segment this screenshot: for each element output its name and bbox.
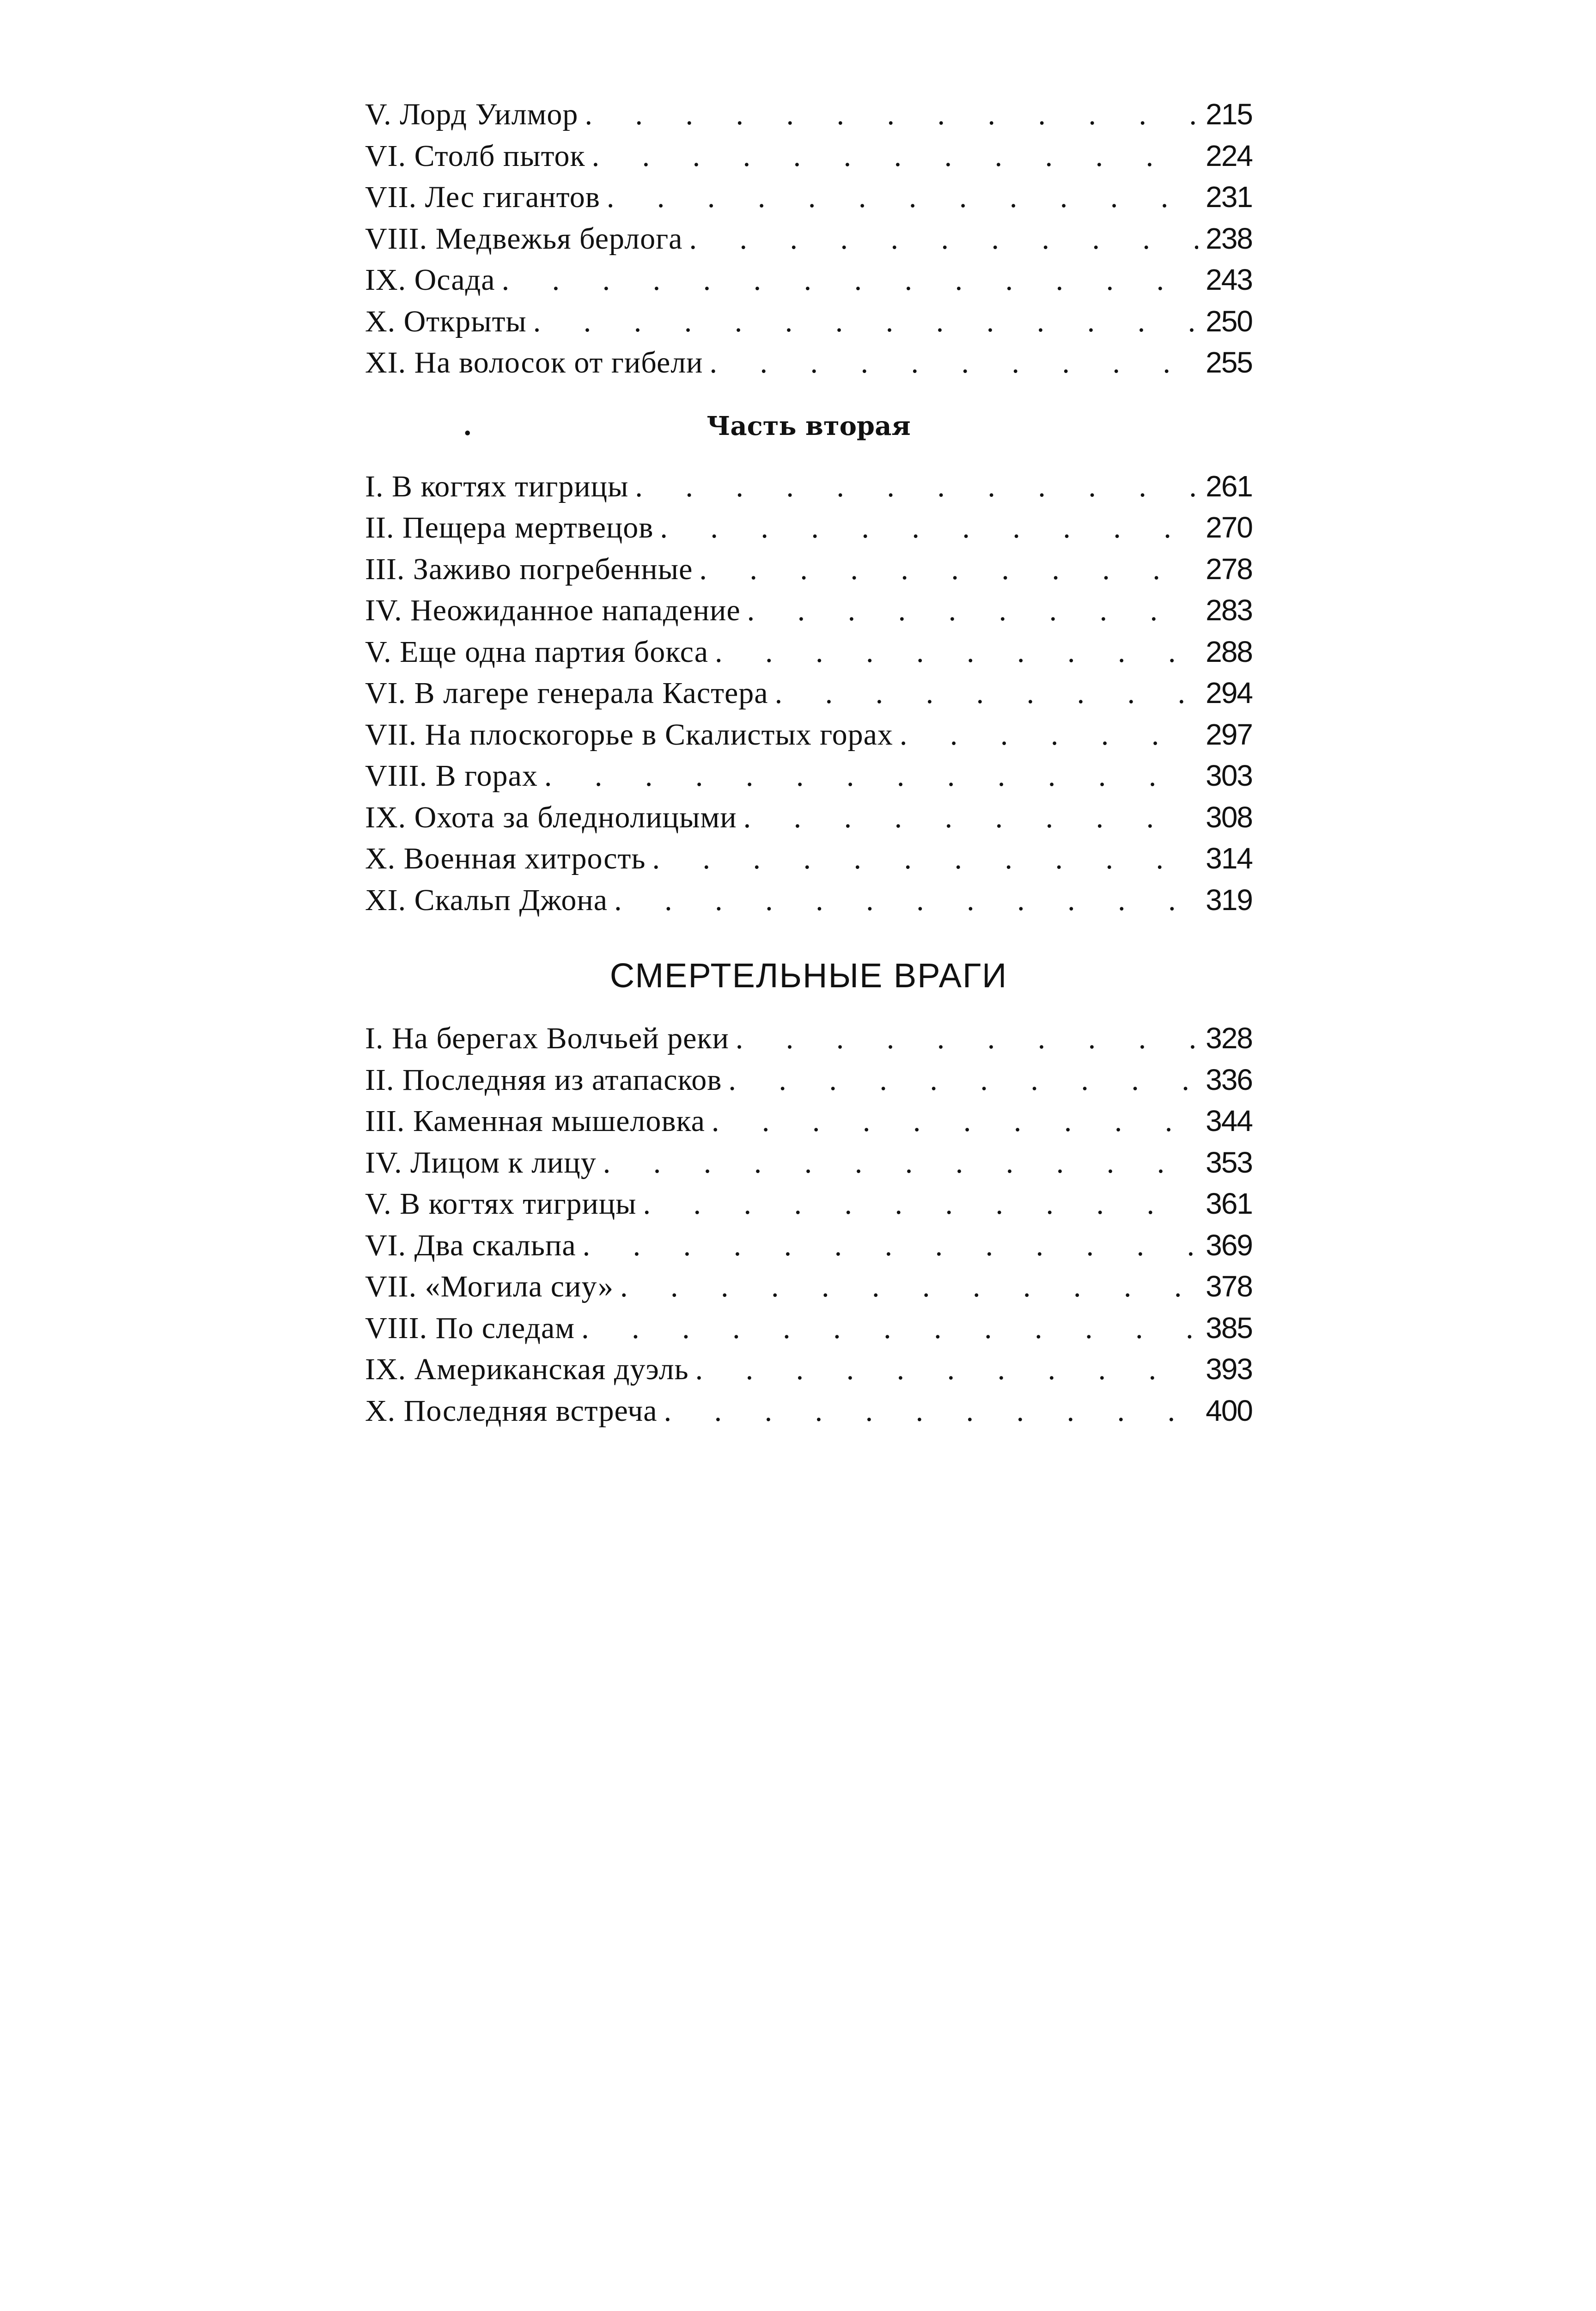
toc-entry: [365, 758, 1252, 800]
toc-entry-title: X. Последняя встреча: [365, 1394, 658, 1428]
dot-leader: [747, 593, 1199, 628]
toc-entry-page: 393: [1206, 1352, 1252, 1386]
stray-mark: .: [463, 410, 472, 441]
toc-entry-title: VII. На плоскогорье в Скалистых горах: [365, 717, 893, 752]
toc-entry: [365, 1352, 1252, 1394]
toc-entry-title: VII. Лес гигантов: [365, 180, 600, 214]
toc-entry: [365, 180, 1252, 221]
dot-leader: [712, 1104, 1198, 1139]
dot-leader: [736, 1021, 1198, 1056]
toc-entry-page: 319: [1206, 883, 1252, 917]
toc-entry-page: 231: [1206, 180, 1252, 214]
toc-entry-page: 400: [1206, 1394, 1252, 1427]
toc-entry-title: IV. Лицом к лицу: [365, 1145, 597, 1180]
toc-entry: [365, 676, 1252, 717]
toc-entry: [365, 304, 1252, 346]
toc-entry-title: IV. Неожиданное нападение: [365, 593, 741, 627]
toc-entry-title: XI. На волосок от гибели: [365, 346, 703, 379]
toc-entry-page: 250: [1206, 304, 1252, 338]
toc-entry: [365, 1145, 1252, 1187]
toc-entry-page: 294: [1206, 676, 1252, 709]
toc-entry: [365, 841, 1252, 883]
toc-entry: [365, 717, 1252, 759]
dot-leader: [533, 304, 1198, 339]
dot-leader: [544, 758, 1198, 794]
toc-entry: [365, 1104, 1252, 1145]
toc-entry-page: 243: [1206, 263, 1252, 296]
toc-entry-title: X. Военная хитрость: [365, 842, 646, 875]
toc-entry-page: 278: [1206, 552, 1252, 586]
dot-leader: [652, 841, 1198, 876]
dot-leader: [710, 345, 1199, 380]
dot-leader: [635, 469, 1198, 504]
toc-entry-title: X. Открыты: [365, 304, 527, 338]
toc-entry: [365, 593, 1252, 635]
dot-leader: [620, 1269, 1198, 1304]
toc-entry: [365, 552, 1252, 593]
toc-entry-page: 261: [1206, 469, 1252, 503]
part-two-heading-text: Часть вторая: [707, 410, 911, 441]
dot-leader: [585, 97, 1198, 132]
toc-entry: [365, 97, 1252, 139]
table-of-contents: [365, 97, 1252, 1435]
toc-entry: [365, 1269, 1252, 1311]
toc-entry: [365, 1311, 1252, 1352]
dot-leader: [614, 883, 1198, 918]
toc-entry-page: 255: [1206, 346, 1252, 379]
toc-entry-page: 385: [1206, 1311, 1252, 1345]
toc-group-mortal-enemies: [365, 1021, 1252, 1435]
dot-leader: [643, 1186, 1199, 1222]
toc-entry-page: 344: [1206, 1104, 1252, 1137]
mortal-enemies-heading: СМЕРТЕЛЬНЫЕ ВРАГИ: [609, 956, 1008, 995]
toc-entry: [365, 469, 1252, 511]
toc-entry-title: V. Лорд Уилмор: [365, 98, 579, 131]
dot-leader: [743, 800, 1199, 835]
toc-entry-title: VIII. Медвежья берлога: [365, 221, 683, 256]
toc-entry-title: VI. Два скальпа: [365, 1228, 576, 1262]
toc-entry-page: 328: [1206, 1021, 1252, 1055]
toc-entry: [365, 263, 1252, 304]
toc-entry-page: 369: [1206, 1228, 1252, 1262]
dot-leader: [715, 635, 1198, 670]
toc-entry: [365, 800, 1252, 842]
toc-entry-title: V. Еще одна партия бокса: [365, 635, 709, 669]
dot-leader: [695, 1352, 1199, 1387]
toc-entry-title: II. Пещера мертвецов: [365, 511, 654, 544]
toc-entry-page: 297: [1206, 717, 1252, 751]
dot-leader: [728, 1063, 1198, 1098]
toc-entry-title: I. На берегах Волчьей реки: [365, 1021, 729, 1055]
dot-leader: [664, 1394, 1199, 1429]
toc-group-part2: [365, 469, 1252, 924]
toc-entry-title: VIII. В горах: [365, 759, 538, 793]
part-two-heading: [365, 410, 1252, 442]
dot-leader: [502, 263, 1199, 298]
dot-leader: [607, 180, 1198, 215]
toc-entry-title: IX. Осада: [365, 263, 495, 297]
toc-entry-title: I. В когтях тигрицы: [365, 469, 629, 503]
dot-leader: [583, 1228, 1199, 1263]
toc-entry-title: V. В когтях тигрицы: [365, 1187, 637, 1221]
toc-entry: [365, 1394, 1252, 1435]
toc-entry-page: 283: [1206, 593, 1252, 627]
toc-entry-title: VII. «Могила сиу»: [365, 1270, 614, 1303]
dot-leader: [689, 221, 1198, 257]
toc-entry: [365, 883, 1252, 924]
toc-entry-page: 303: [1206, 759, 1252, 792]
toc-entry-title: XI. Скальп Джона: [365, 883, 608, 917]
toc-entry: [365, 221, 1252, 263]
toc-group-part1: [365, 97, 1252, 387]
toc-entry: [365, 635, 1252, 676]
toc-entry-title: IX. Американская дуэль: [365, 1352, 689, 1386]
dot-leader: [775, 676, 1199, 711]
toc-entry-page: 308: [1206, 800, 1252, 834]
toc-entry-page: 353: [1206, 1145, 1252, 1179]
toc-entry-title: IX. Охота за бледнолицыми: [365, 800, 737, 834]
toc-entry: [365, 1228, 1252, 1270]
toc-entry: [365, 1186, 1252, 1228]
toc-entry-page: 361: [1206, 1187, 1252, 1220]
toc-entry-title: VIII. По следам: [365, 1311, 575, 1345]
dot-leader: [660, 510, 1198, 545]
dot-leader: [581, 1311, 1198, 1346]
toc-entry-title: III. Каменная мышеловка: [365, 1104, 705, 1138]
toc-entry: [365, 1063, 1252, 1104]
toc-entry-page: 238: [1206, 221, 1252, 255]
toc-entry-page: 336: [1206, 1063, 1252, 1096]
toc-entry-title: II. Последняя из атапасков: [365, 1063, 722, 1097]
dot-leader: [699, 552, 1198, 587]
toc-entry-page: 314: [1206, 842, 1252, 875]
toc-entry-page: 215: [1206, 98, 1252, 131]
toc-entry: [365, 510, 1252, 552]
toc-entry-title: III. Заживо погребенные: [365, 552, 693, 586]
toc-entry-page: 288: [1206, 635, 1252, 668]
toc-entry-title: VI. В лагере генерала Кастера: [365, 676, 768, 710]
dot-leader: [900, 717, 1198, 752]
toc-entry: [365, 139, 1252, 180]
toc-entry-page: 378: [1206, 1270, 1252, 1303]
dot-leader: [603, 1145, 1199, 1180]
toc-entry-page: 270: [1206, 511, 1252, 544]
toc-entry-page: 224: [1206, 139, 1252, 172]
dot-leader: [592, 139, 1199, 174]
toc-entry: [365, 345, 1252, 387]
toc-entry: [365, 1021, 1252, 1063]
toc-entry-title: VI. Столб пыток: [365, 139, 585, 173]
